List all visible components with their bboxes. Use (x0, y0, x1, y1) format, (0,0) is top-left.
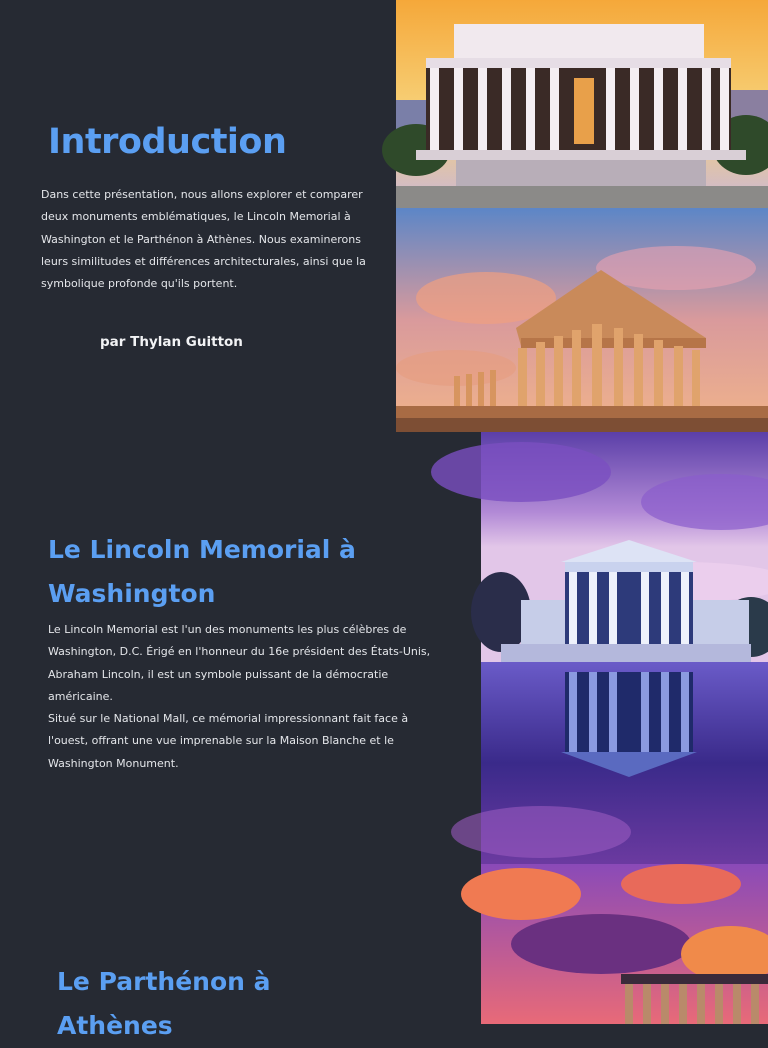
intro-slide (0, 0, 768, 432)
lincoln-memorial-sunset-image (396, 0, 768, 208)
parthenon-slide (0, 864, 768, 1040)
lincoln-title: Le Lincoln Memorial à Washington (48, 535, 356, 608)
author-credit: par Thylan Guitton (100, 334, 243, 350)
intro-title: Introduction (48, 122, 287, 162)
intro-paragraph: Dans cette présentation, nous allons explorer et comparer deux monuments emblématiques, le Lincoln Memorial à Washington et le Parthénon à Athènes. Nous examinerons leurs similitudes et différences architecturales, ainsi que la symbolique profonde qu'ils portent. (41, 188, 366, 291)
lincoln-slide (0, 432, 768, 864)
lincoln-paragraph-2: Situé sur le National Mall, ce mémorial impressionnant fait face à l'ouest, offrant une vue imprenable sur la Maison Blanche et le Washington Monument. (48, 712, 409, 770)
lincoln-text (48, 619, 438, 775)
parthenon-title: Le Parthénon à Athènes (57, 967, 271, 1040)
parthenon-image (396, 208, 768, 432)
lincoln-paragraph-1: Le Lincoln Memorial est l'un des monuments les plus célèbres de Washington, D.C. Érigé en l'honneur du 16e président des États-Unis, Abraham Lincoln, il est un symbole puissant de la démocratie américaine. (48, 623, 431, 703)
lincoln-memorial-reflection-image (481, 432, 768, 864)
parthenon-sunset-image (481, 864, 768, 1024)
